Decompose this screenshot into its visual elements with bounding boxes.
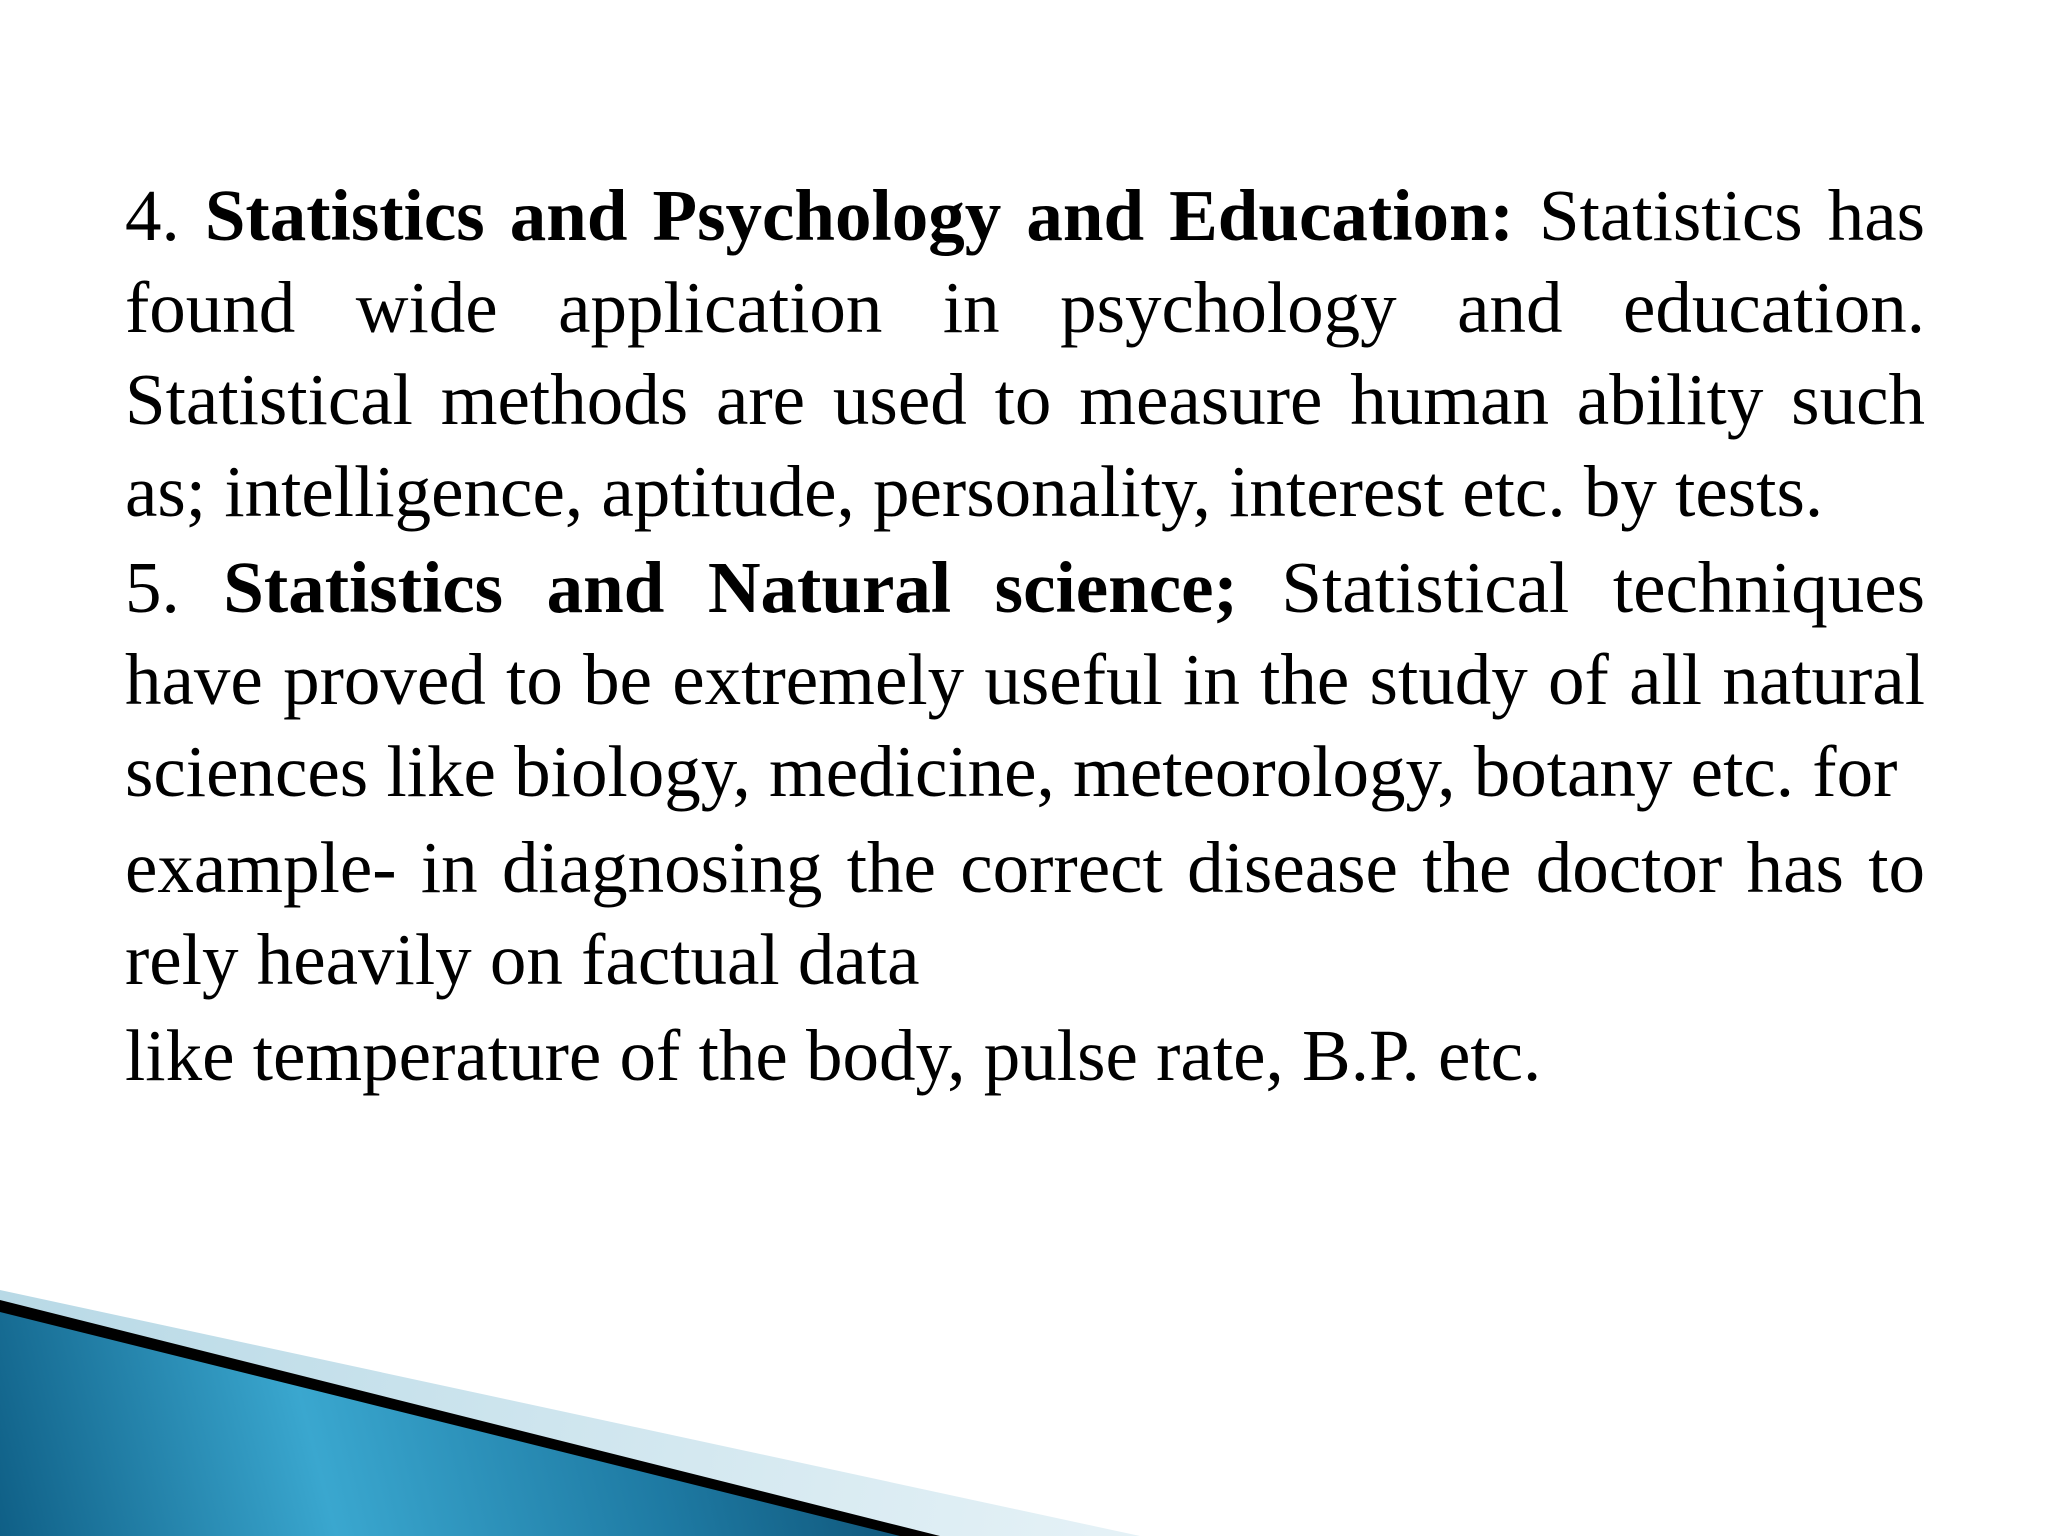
dark-stripe [0,1300,940,1536]
light-wedge [0,1290,1140,1536]
blue-wedge [0,1312,900,1536]
item-heading: Statistics and Natural science; [223,547,1238,628]
item-heading: Statistics and Psychology and Education: [204,175,1514,256]
item-number: 4. [125,175,180,256]
item-number: 5. [125,547,180,628]
paragraph-psychology-education [125,170,1925,538]
item-text: Statistical techniques have proved to be extremely useful in the study of all natural sciences like biology, medicine, meteorology, botany etc. for [125,547,1926,812]
paragraph-natural-science [125,542,1925,818]
item-text: like temperature of the body, pulse rate, B.P. etc. [125,1015,1542,1096]
item-text: example- in diagnosing the correct disease the doctor has to rely heavily on factual data [125,827,1925,1000]
paragraph-vitals [125,1010,1925,1102]
paragraph-example [125,822,1925,1006]
item-text: Statistics has found wide application in psychology and education. Statistical methods are used to measure human ability such as; intelligence, aptitude, personality, interest etc. by tests. [125,175,1926,532]
body-text [125,170,1925,1102]
